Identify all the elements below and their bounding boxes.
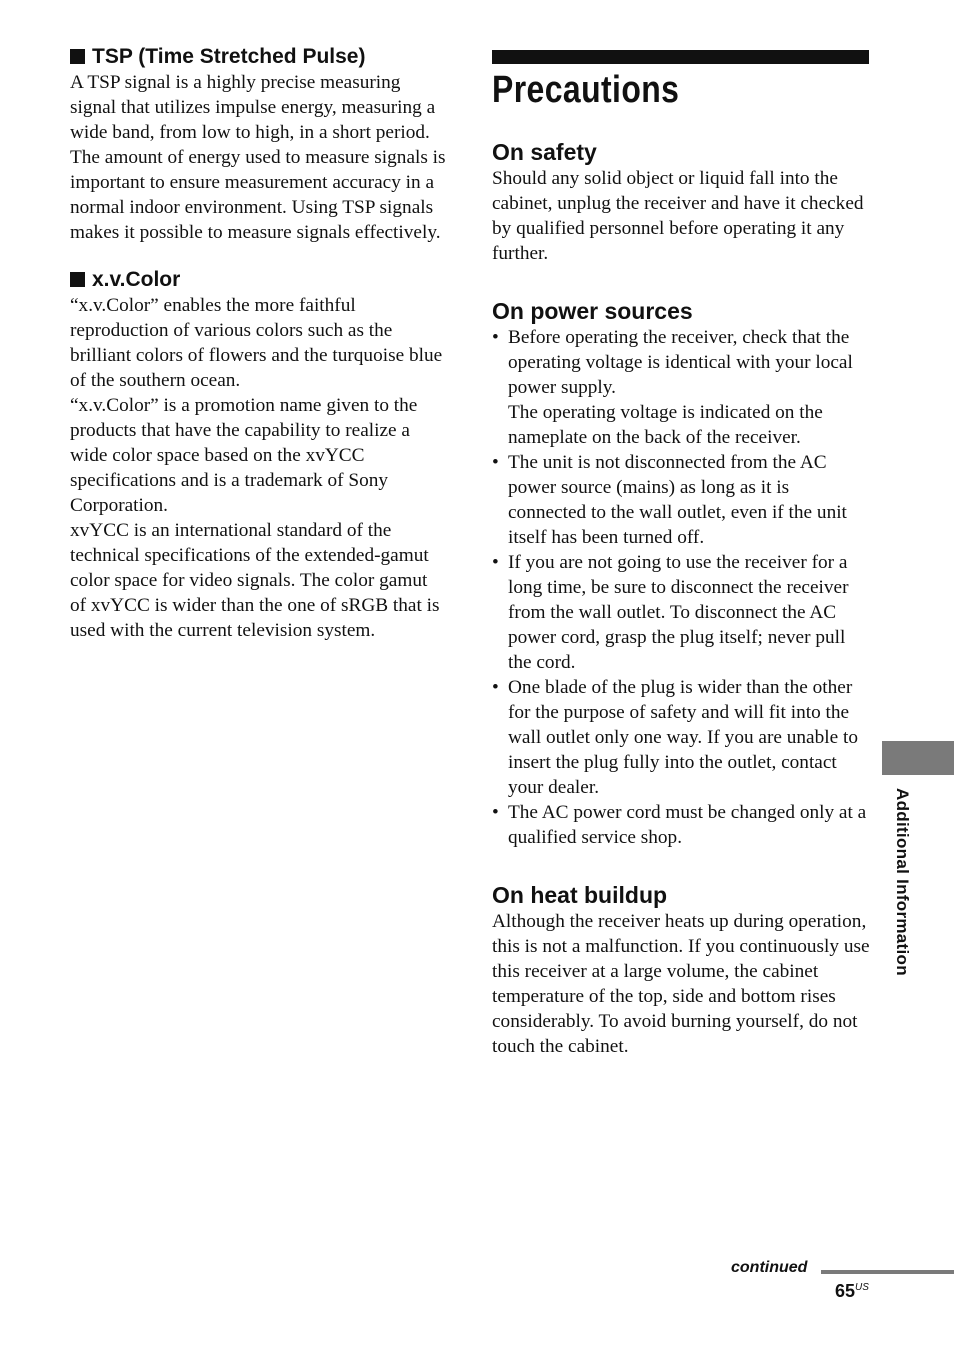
- heat-heading: On heat buildup: [492, 882, 668, 908]
- tsp-paragraph-1: A TSP signal is a highly precise measuring signal that utilizes impulse energy, measuring a wide band, from low to high, in a short period.: [70, 72, 436, 143]
- list-item: • One blade of the plug is wider than the other for the purpose of safety and will fit into the wall outlet only one way. If you are unable to insert the plug fully into the outlet, contact your dealer.: [492, 675, 870, 800]
- section-tab-marker: [882, 741, 954, 775]
- left-column: [70, 44, 448, 643]
- power-heading: On power sources: [492, 298, 693, 324]
- continued-label: continued: [731, 1259, 808, 1276]
- xvcolor-paragraph-1: “x.v.Color” enables the more faithful reproduction of various colors such as the brilliant colors of flowers and the turquoise blue of the southern ocean.: [70, 295, 443, 391]
- safety-heading: On safety: [492, 139, 597, 165]
- page-title: Precautions: [492, 69, 680, 111]
- square-bullet-icon: [70, 272, 85, 287]
- page-number-suffix: US: [855, 1282, 869, 1293]
- page-number-value: 65: [835, 1281, 856, 1301]
- page-number: [835, 1281, 869, 1302]
- list-item: [492, 325, 870, 450]
- heat-text: Although the receiver heats up during operation, this is not a malfunction. If you continuously use this receiver at a large volume, the cabinet temperature of the top, side and bottom rises considerably. To avoid burning yourself, do not touch the cabinet.: [492, 911, 870, 1057]
- power-bullet-list: [492, 325, 870, 850]
- safety-text: Should any solid object or liquid fall into the cabinet, unplug the receiver and have it checked by qualified personnel before operating it any further.: [492, 168, 864, 264]
- xvcolor-paragraph-3: xvYCC is an international standard of the technical specifications of the extended-gamut color space for video signals. The color gamut of xvYCC is wider than the one of sRGB that is used with the current television system.: [70, 520, 440, 641]
- xvcolor-heading: [70, 267, 448, 293]
- bullet-text: Before operating the receiver, check that the operating voltage is identical with your local power supply.: [508, 327, 853, 398]
- continued-rule: [821, 1270, 954, 1274]
- list-item: • The AC power cord must be changed only at a qualified service shop.: [492, 800, 870, 850]
- xvcolor-heading-text: x.v.Color: [92, 268, 181, 291]
- list-item: • The unit is not disconnected from the AC power source (mains) as long as it is connected to the wall outlet, even if the unit itself has been turned off.: [492, 450, 870, 550]
- right-column: [492, 50, 870, 1059]
- tsp-heading: [70, 44, 448, 70]
- tsp-paragraph-2: The amount of energy used to measure signals is important to ensure measurement accuracy in a normal indoor environment. Using TSP signals makes it possible to measure signals effectively.: [70, 147, 446, 243]
- square-bullet-icon: [70, 49, 85, 64]
- tsp-heading-text: TSP (Time Stretched Pulse): [92, 45, 366, 68]
- bullet-note: The operating voltage is indicated on the nameplate on the back of the receiver.: [508, 402, 823, 448]
- section-side-label: Additional Information: [893, 788, 912, 976]
- xvcolor-paragraph-2: “x.v.Color” is a promotion name given to the products that have the capability to realize a wide color space based on the xvYCC specifications and is a trademark of Sony Corporation.: [70, 395, 418, 516]
- list-item: • If you are not going to use the receiver for a long time, be sure to disconnect the receiver from the wall outlet. To disconnect the AC power cord, grasp the plug itself; never pull the cord.: [492, 550, 870, 675]
- title-rule: [492, 50, 869, 64]
